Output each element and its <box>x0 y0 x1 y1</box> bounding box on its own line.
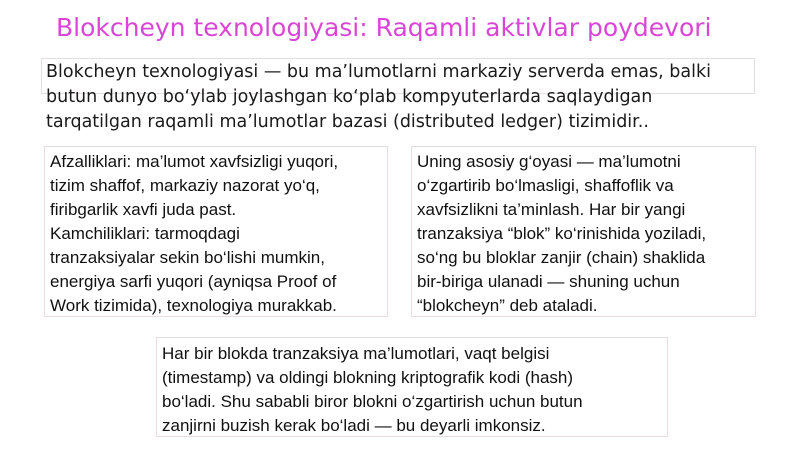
box-line: Kamchiliklari: tarmoqdagi <box>50 224 240 243</box>
advantages-disadvantages-box <box>44 146 388 317</box>
box-line: energiya sarfi yuqori (ayniqsa Proof of <box>50 272 337 291</box>
box-line: bo‘ladi. Shu sababli biror blokni o‘zgartirish uchun butun <box>162 392 583 411</box>
block-contents-box <box>156 337 668 437</box>
box-line: Uning asosiy g‘oyasi — ma’lumotni <box>417 152 681 171</box>
box-line: Har bir blokda tranzaksiya ma’lumotlari, vaqt belgisi <box>162 344 550 363</box>
intro-line: Blokcheyn texnologiyasi — bu ma’lumotlarni markaziy serverda emas, balki <box>46 62 711 82</box>
box-line: tranzaksiyalar sekin bo‘lishi mumkin, <box>50 248 325 267</box>
box-line: tranzaksiya “blok” ko‘rinishida yoziladi, <box>417 224 707 243</box>
box-line: o‘zgartirib bo‘lmasligi, shaffoflik va <box>417 176 674 195</box>
box-line: Work tizimida), texnologiya murakkab. <box>50 296 337 315</box>
box-line: zanjirni buzish kerak bo‘ladi — bu deyarli imkonsiz. <box>162 416 546 435</box>
intro-paragraph <box>46 60 766 135</box>
box-line: tizim shaffof, markaziy nazorat yo‘q, <box>50 176 320 195</box>
box-line: bir-biriga ulanadi — shuning uchun <box>417 272 680 291</box>
intro-line: tarqatilgan raqamli ma’lumotlar bazasi (distributed ledger) tizimidir.. <box>46 112 649 132</box>
intro-line: butun dunyo bo‘ylab joylashgan ko‘plab kompyuterlarda saqlaydigan <box>46 87 653 107</box>
main-idea-box <box>411 146 756 317</box>
box-line: (timestamp) va oldingi blokning kriptografik kodi (hash) <box>162 368 574 387</box>
box-line: so‘ng bu bloklar zanjir (chain) shaklida <box>417 248 706 267</box>
box-line: firibgarlik xavfi juda past. <box>50 200 237 219</box>
box-line: “blokcheyn” deb ataladi. <box>417 296 598 315</box>
box-line: xavfsizlikni ta’minlash. Har bir yangi <box>417 200 686 219</box>
slide-title: Blokcheyn texnologiyasi: Raqamli aktivlar poydevori <box>56 13 712 42</box>
intro-text-box <box>41 58 755 132</box>
box-line: Afzalliklari: ma’lumot xavfsizligi yuqori, <box>50 152 339 171</box>
